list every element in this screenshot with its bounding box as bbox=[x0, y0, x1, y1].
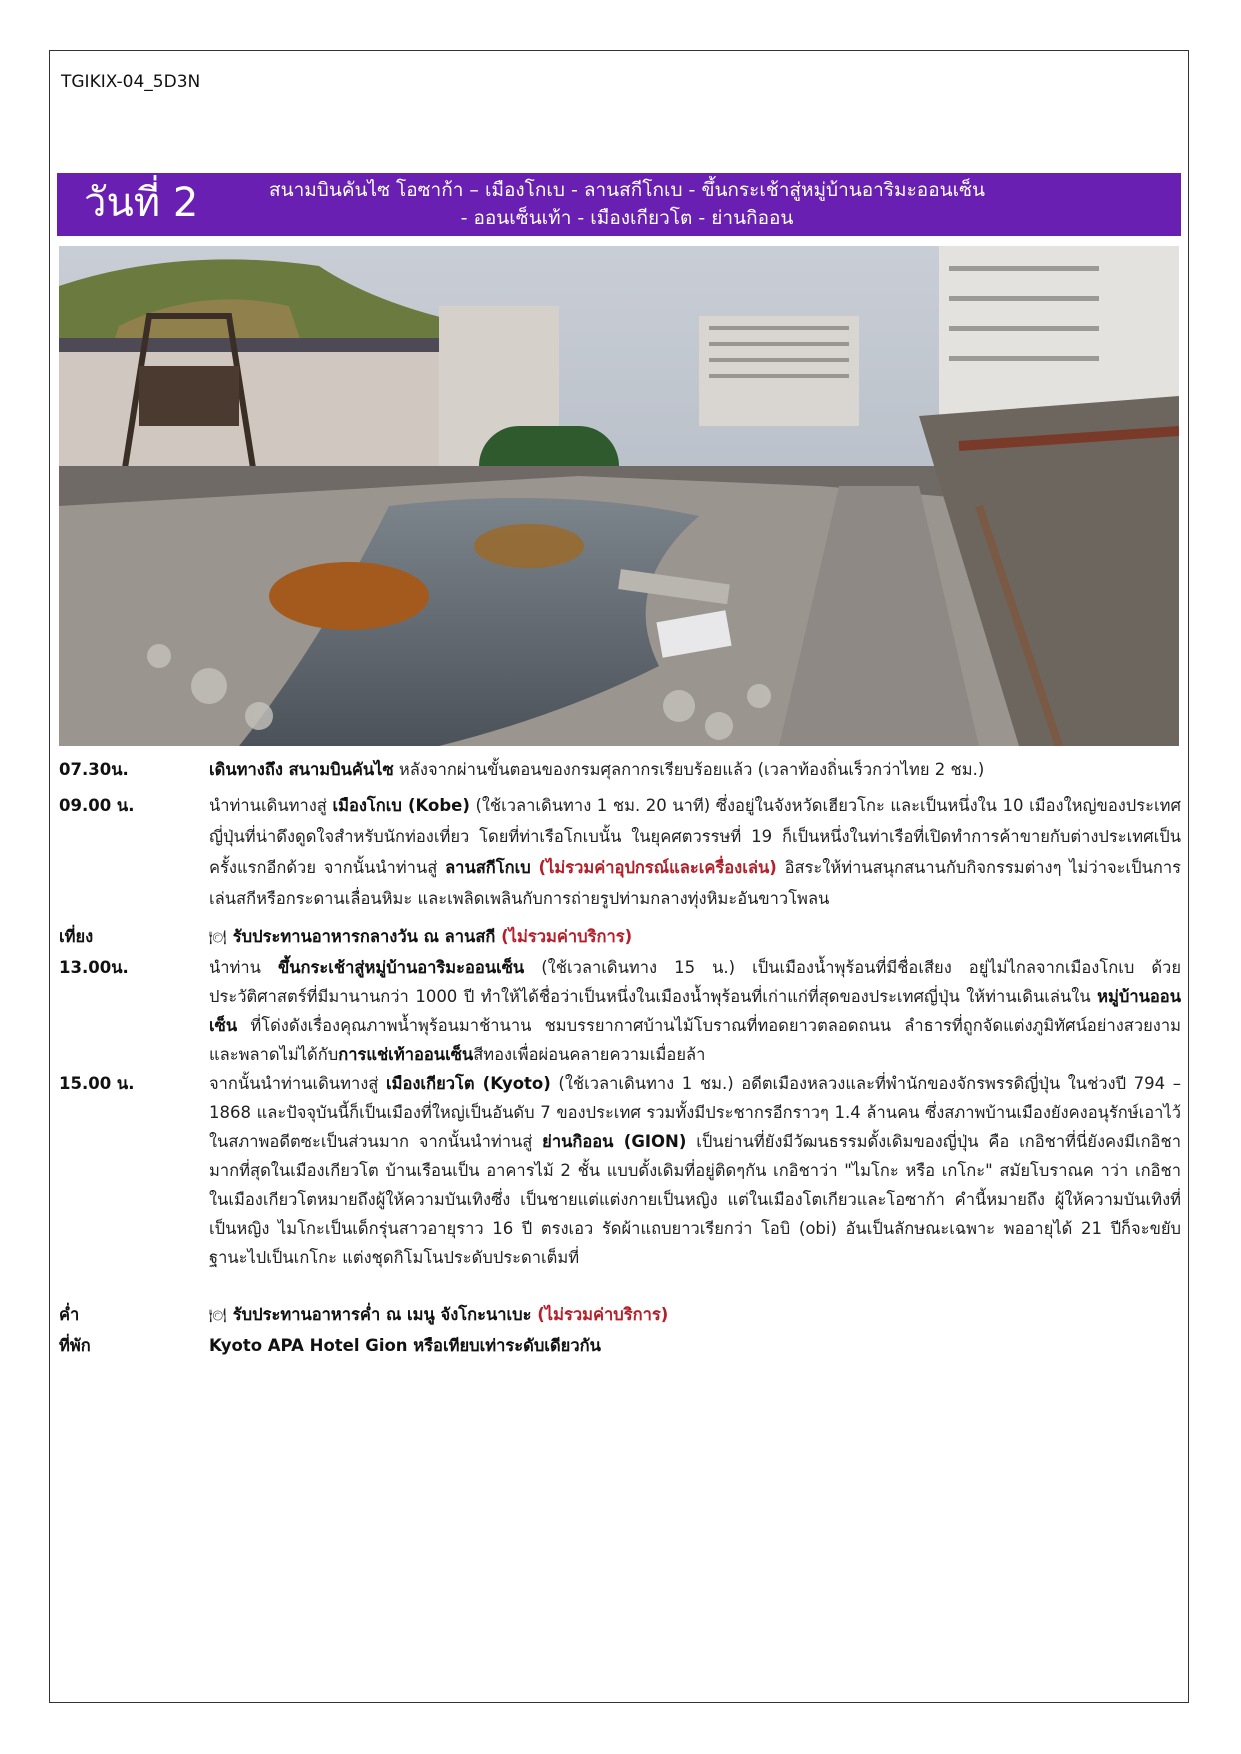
itinerary-time: 09.00 น. bbox=[59, 796, 135, 815]
itinerary-time: 07.30น. bbox=[59, 760, 129, 779]
itinerary-desc bbox=[209, 1331, 1181, 1360]
desc-part: นำท่าน bbox=[209, 958, 278, 977]
desc-part-highlight: ลานสกีโกเบ bbox=[445, 858, 531, 877]
desc-part-highlight: หมู่บ้านออนเซ็น bbox=[209, 987, 1181, 1035]
desc-part: (ใช้เวลาเดินทาง 1 ชม. 20 นาที) ซึ่งอยู่ในจังหวัดเฮียวโกะ และเป็นหนึ่งใน 10 เมืองใหญ่ของประเทศญี่ปุ่นที่น่าดึงดูดใจสำหรับนักท่องเที่ยว โดยที่ท่าเรือโกเบนั้น ในยุคศตวรรษที่ 19 ก็เป็นหนึ่งในท่าเรือที่เปิดทำการค้าขายกับต่างประเทศเป็นครั้งแรกอีกด้วย จากนั้นนำท่านสู่ bbox=[209, 796, 1181, 877]
itinerary-row-hotel bbox=[59, 1331, 1181, 1360]
desc-part-highlight: เมืองโกเบ (Kobe) bbox=[332, 796, 470, 815]
itinerary-desc bbox=[209, 790, 1181, 914]
desc-part: ที่โด่งดังเรื่องคุณภาพน้ำพุร้อนมาช้านาน ชมบรรยากาศบ้านไม้โบราณที่ทอดยาวตลอดถนน ลำธารที่ถูกจัดแต่งภูมิทัศน์อย่างสวยงาม และพลาดไม่ได้กับ bbox=[209, 1016, 1181, 1064]
itinerary-time: ที่พัก bbox=[59, 1336, 91, 1355]
desc-part: นำท่านเดินทางสู่ bbox=[209, 796, 333, 815]
meal-icon: 🍽 bbox=[209, 930, 227, 946]
desc-part: (ใช้เวลาเดินทาง 1 ชม.) อดีตเมืองหลวงและที่พำนักของจักรพรรดิญี่ปุ่น ในช่วงปี 794 – 1868 และปัจจุบันนี้ก็เป็นเมืองที่ใหญ่เป็นอันดับ 7 ของประเทศ รวมทั้งมีประชากรอีกราวๆ 1.4 ล้านคน ซึ่งสภาพบ้านเมืองยังคงอนุรักษ์เอาไว้ในสภาพอดีตซะเป็นส่วนมาก จากนั้นนำท่านสู่ bbox=[209, 1074, 1181, 1151]
itinerary-row-0730 bbox=[59, 756, 1181, 784]
not-included-note: (ไม่รวมค่าบริการ) bbox=[537, 1305, 669, 1324]
arima-onsen-photo bbox=[59, 246, 1179, 746]
itinerary-desc bbox=[209, 1069, 1181, 1272]
route-line-2: - ออนเซ็นเท้า - เมืองเกียวโต - ย่านกิออน bbox=[460, 207, 794, 229]
desc-part: รับประทานอาหารค่ำ ณ เมนู จังโกะนาเบะ bbox=[232, 1305, 538, 1324]
desc-part-highlight: ย่านกิออน (GION) bbox=[542, 1132, 687, 1151]
day-route bbox=[237, 176, 1017, 232]
itinerary-desc bbox=[209, 756, 1181, 784]
desc-part: เป็นย่านที่ยังมีวัฒนธรรมดั้งเดิมของญี่ปุ่น คือ เกอิชาที่นี่ยังคงมีเกอิชามากที่สุดในเมืองเกียวโต บ้านเรือนเป็น อาคารไม้ 2 ชั้น แบบดั้งเดิมที่อยู่ติดๆกัน เกอิชาว่า "ไมโกะ หรือ เกโกะ" สมัยโบราณค าว่า เกอิชาในเมืองเกียวโตหมายถึงผู้ให้ความบันเทิงซึ่ง เป็นชายแต่แต่งกายเป็นหญิง แต่ในเมืองโตเกียวและโอซาก้า คำนี้หมายถึง ผู้ให้ความบันเทิงที่เป็นหญิง ไมโกะเป็นเด็กรุ่นสาวอายุราว 16 ปี ตรงเอว รัดผ้าแถบยาวเรียกว่า โอบิ (obi) อันเป็นลักษณะเฉพาะ พออายุได้ 21 ปีก็จะขยับฐานะไปเป็นเกโกะ แต่งชุดกิโมโนประดับประดาเต็มที่ bbox=[209, 1132, 1181, 1267]
itinerary-time: 15.00 น. bbox=[59, 1074, 135, 1093]
meal-icon: 🍽 bbox=[209, 1308, 227, 1324]
itinerary-desc bbox=[209, 1300, 1181, 1331]
day-label: วันที่ 2 bbox=[84, 180, 199, 226]
desc-part: เดินทางถึง สนามบินคันไซ bbox=[209, 760, 394, 779]
itinerary-time: 13.00น. bbox=[59, 958, 129, 977]
itinerary-desc bbox=[209, 922, 1181, 953]
photo-illustration bbox=[59, 246, 1179, 746]
itinerary-desc bbox=[209, 953, 1181, 1069]
itinerary-row-1500 bbox=[59, 1069, 1181, 1272]
hotel-building bbox=[699, 316, 859, 426]
desc-part: หลังจากผ่านขั้นตอนของกรมศุลกากรเรียบร้อยแล้ว (เวลาท้องถิ่นเร็วกว่าไทย 2 ชม.) bbox=[393, 760, 985, 779]
itinerary-row-0900 bbox=[59, 790, 1181, 914]
desc-part: สีทองเพื่อผ่อนคลายความเมื่อยล้า bbox=[473, 1045, 706, 1064]
itinerary-row-lunch bbox=[59, 922, 1181, 953]
desc-part bbox=[531, 858, 539, 877]
golden-pool bbox=[269, 562, 429, 630]
itinerary-time: เที่ยง bbox=[59, 927, 94, 946]
desc-part: รับประทานอาหารกลางวัน ณ ลานสกี bbox=[232, 927, 502, 946]
desc-part: (ใช้เวลาเดินทาง 15 น.) เป็นเมืองน้ำพุร้อนที่มีชื่อเสียง อยู่ไม่ไกลจากเมืองโกเบ ด้วยประวัติศาสตร์ที่มีมานานกว่า 1000 ปี ทำให้ได้ชื่อว่าเป็นหนึ่งในเมืองน้ำพุร้อนที่เก่าแก่ที่สุดของประเทศญี่ปุ่น ให้ท่านเดินเล่นใน bbox=[209, 958, 1181, 1006]
hotel-name: Kyoto APA Hotel Gion หรือเทียบเท่าระดับเดียวกัน bbox=[209, 1336, 601, 1355]
route-line-1: สนามบินคันไซ โอซาก้า – เมืองโกเบ - ลานสกีโกเบ - ขึ้นกระเช้าสู่หมู่บ้านอาริมะออนเซ็น bbox=[269, 179, 985, 201]
day-banner bbox=[57, 173, 1181, 236]
not-included-note: (ไม่รวมค่าอุปกรณ์และเครื่องเล่น) bbox=[538, 858, 777, 877]
spacer bbox=[59, 1272, 1181, 1300]
itinerary-row-1300 bbox=[59, 953, 1181, 1069]
desc-part: อิสระให้ท่านสนุกสนานกับกิจกรรมต่างๆ ไม่ว่าจะเป็นการเล่นสกีหรือกระดานเลื่อนหิมะ และเพลิดเพลินกับการถ่ายรูปท่ามกลางทุ่งหิมะอันขาวโพลน bbox=[209, 858, 1181, 908]
itinerary bbox=[59, 756, 1181, 1360]
itinerary-time: ค่ำ bbox=[59, 1305, 80, 1324]
desc-part: จากนั้นนำท่านเดินทางสู่ bbox=[209, 1074, 386, 1093]
desc-part-highlight: การแช่เท้าออนเซ็น bbox=[338, 1045, 474, 1064]
not-included-note: (ไม่รวมค่าบริการ) bbox=[501, 927, 633, 946]
document-code: TGIKIX-04_5D3N bbox=[61, 72, 201, 92]
desc-part-highlight: เมืองเกียวโต (Kyoto) bbox=[385, 1074, 551, 1093]
desc-part-highlight: ขึ้นกระเช้าสู่หมู่บ้านอาริมะออนเซ็น bbox=[278, 958, 525, 977]
itinerary-row-dinner bbox=[59, 1300, 1181, 1331]
